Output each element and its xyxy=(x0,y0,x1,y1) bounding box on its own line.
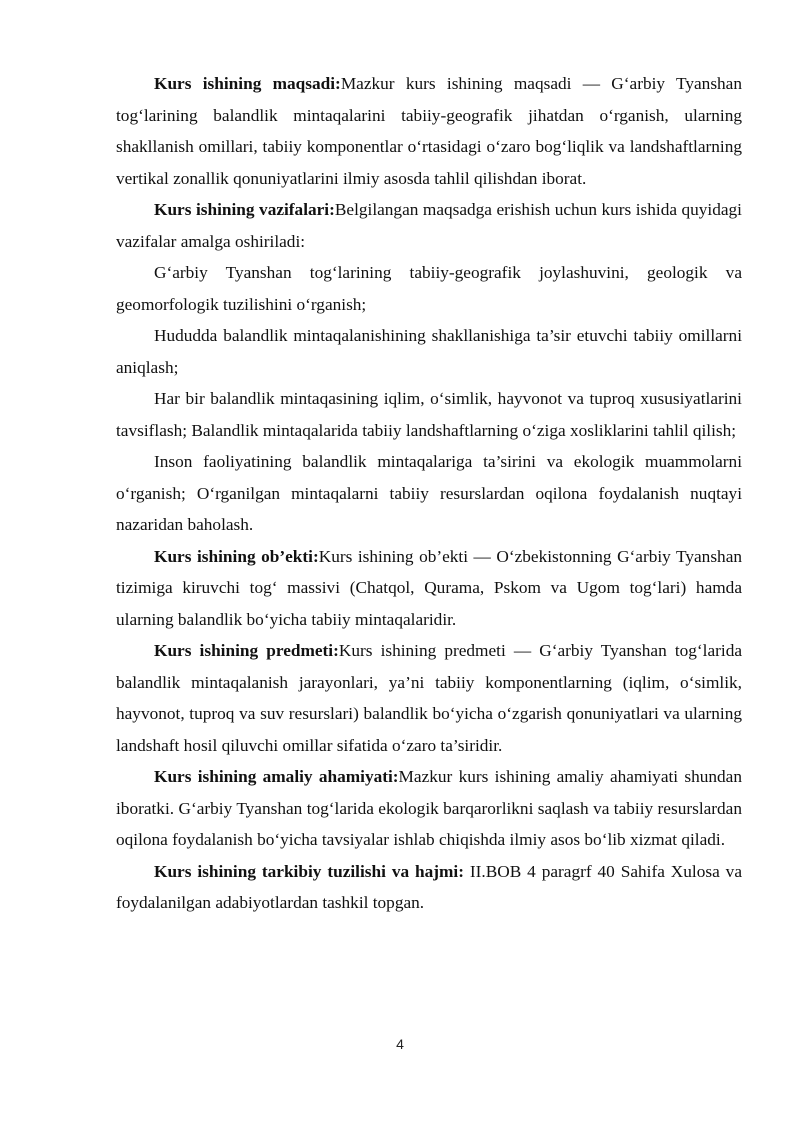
paragraph-practical-importance xyxy=(116,761,742,856)
paragraph-object xyxy=(116,541,742,636)
page-number: 4 xyxy=(396,1036,404,1052)
paragraph-structure xyxy=(116,856,742,919)
paragraph-task-4 xyxy=(116,446,742,541)
paragraph-text: G‘arbiy Tyanshan tog‘larining tabiiy-geografik joylashuvini, geologik va geomorfologik tuzilishini o‘rganish; xyxy=(116,263,742,314)
paragraph-text: Hududda balandlik mintaqalanishining shakllanishiga ta’sir etuvchi tabiiy omillarni aniqlash; xyxy=(116,326,742,377)
paragraph-task-1 xyxy=(116,257,742,320)
paragraph-text: Har bir balandlik mintaqasining iqlim, o‘simlik, hayvonot va tuproq xususiyatlarini tavsiflash; Balandlik mintaqalarida tabiiy landshaftlarning o‘ziga xosliklarini tahlil qilish; xyxy=(116,389,742,440)
paragraph-goal xyxy=(116,68,742,194)
paragraph-heading: Kurs ishining predmeti: xyxy=(154,641,339,660)
paragraph-tasks xyxy=(116,194,742,257)
paragraph-task-3 xyxy=(116,383,742,446)
paragraph-heading: Kurs ishining ob’ekti: xyxy=(154,546,319,566)
paragraph-heading: Kurs ishining maqsadi: xyxy=(154,74,341,93)
paragraph-text: Inson faoliyatining balandlik mintaqalariga ta’sirini va ekologik muammolarni o‘rganish; O‘rganilgan mintaqalarni tabiiy resurslardan oqilona foydalanish nuqtayi nazaridan baholash. xyxy=(116,452,742,534)
paragraph-text: Mazkur kurs ishining amaliy ahamiyati shundan iboratki. G‘arbiy Tyanshan tog‘larida ekologik barqarorlikni saqlash va tabiiy resurslardan oqilona foydalanish bo‘yicha tavsiyalar ishlab chiqishda ilmiy asos bo‘lib xizmat qiladi. xyxy=(116,767,742,849)
paragraph-text: Belgilangan maqsadga erishish uchun kurs ishida quyidagi vazifalar amalga oshiriladi: xyxy=(116,200,742,251)
document-page xyxy=(116,68,742,919)
paragraph-heading: Kurs ishining vazifalari: xyxy=(154,200,335,219)
paragraph-text: II.BOB 4 paragrf 40 Sahifa Xulosa va foydalanilgan adabiyotlardan tashkil topgan. xyxy=(116,861,742,912)
paragraph-heading: Kurs ishining tarkibiy tuzilishi va hajmi: xyxy=(154,861,464,881)
paragraph-text: Kurs ishining predmeti — G‘arbiy Tyanshan tog‘larida balandlik mintaqalanish jarayonlari, ya’ni tabiiy komponentlarning (iqlim, o‘simlik, hayvonot, tuproq va suv resurslari) balandlik bo‘yicha o‘zgarish qonuniyatlari va ularning landshaft hosil qiluvchi omillar sifatida o‘zaro ta’siridir. xyxy=(116,641,743,755)
paragraph-text: Kurs ishining ob’ekti — O‘zbekistonning G‘arbiy Tyanshan tizimiga kiruvchi tog‘ massivi (Chatqol, Qurama, Pskom va Ugom tog‘lari) hamda ularning balandlik bo‘yicha tabiiy mintaqalaridir. xyxy=(116,546,743,629)
paragraph-text: Mazkur kurs ishining maqsadi — G‘arbiy Tyanshan tog‘larining balandlik mintaqalarini tabiiy-geografik jihatdan o‘rganish, ularning shakllanish omillari, tabiiy komponentlar o‘rtasidagi o‘zaro bog‘liqlik va landshaftlarning vertikal zonallik qonuniyatlarini ilmiy asosda tahlil qilishdan iborat. xyxy=(116,74,742,188)
paragraph-subject xyxy=(116,635,742,761)
paragraph-task-2 xyxy=(116,320,742,383)
paragraph-heading: Kurs ishining amaliy ahamiyati: xyxy=(154,767,399,786)
